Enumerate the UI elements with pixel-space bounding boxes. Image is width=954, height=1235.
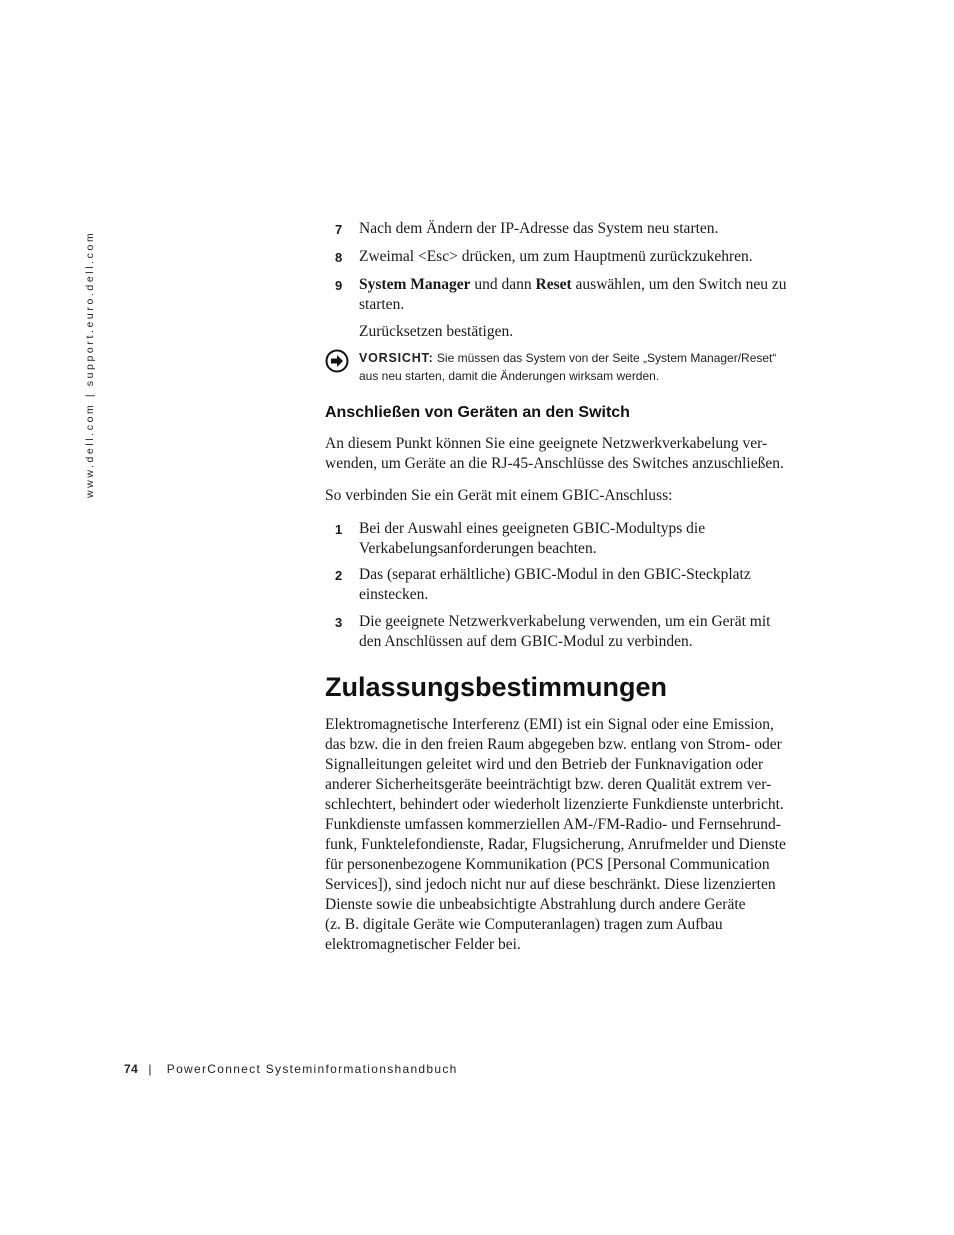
paragraph-line: schlechtert, behindert oder wiederholt lizenzierte Funkdienste unterbricht.: [325, 796, 784, 813]
step-text: [359, 275, 805, 315]
step-number: 9: [335, 278, 343, 293]
step-text: [359, 565, 805, 605]
sidebar-url: www.dell.com | support.euro.dell.com: [84, 230, 96, 498]
paragraph-line: für personenbezogene Kommunikation (PCS [Personal Communication: [325, 856, 770, 873]
step-text: Nach dem Ändern der IP-Adresse das System neu starten.: [359, 220, 719, 237]
step-text: [359, 519, 805, 559]
paragraph-line: Services]), sind jedoch nicht nur auf diese beschränkt. Diese lizenzierten: [325, 876, 776, 893]
paragraph-line: Funkdienste umfassen kommerziellen AM-/FM-Radio- und Fernsehrund-: [325, 816, 781, 833]
caution-label: VORSICHT:: [359, 351, 434, 365]
step-7: [335, 219, 805, 239]
step-line: Die geeignete Netzwerkverkabelung verwenden, um ein Gerät mit: [359, 613, 771, 630]
paragraph-line: wenden, um Geräte an die RJ-45-Anschlüsse des Switches anzuschließen.: [325, 455, 784, 472]
document-title: PowerConnect Systeminformationshandbuch: [166, 1062, 458, 1076]
step-8: [335, 247, 805, 267]
section-intro: So verbinden Sie ein Gerät mit einem GBIC-Anschluss:: [325, 487, 673, 504]
menu-name-reset: Reset: [535, 276, 572, 293]
chapter-heading: Zulassungsbestimmungen: [325, 672, 668, 702]
step-line: Das (separat erhältliche) GBIC-Modul in den GBIC-Steckplatz: [359, 566, 751, 583]
step-number: 1: [335, 522, 343, 537]
chapter-paragraph: [325, 715, 815, 955]
paragraph-line: funk, Funktelefondienste, Radar, Flugsicherung, Anrufmelder und Dienste: [325, 836, 786, 853]
confirm-text: Zurücksetzen bestätigen.: [359, 323, 514, 340]
paragraph-line: elektromagnetischer Felder bei.: [325, 936, 521, 953]
paragraph-line: Dienste sowie die unbeabsichtigte Abstrahlung durch andere Geräte: [325, 896, 746, 913]
page-footer: [124, 1062, 458, 1076]
menu-name-system-manager: System Manager: [359, 276, 471, 293]
footer-separator: |: [148, 1062, 153, 1076]
paragraph-line: Signalleitungen geleitet wird und den Betrieb der Funknavigation oder: [325, 756, 764, 773]
step-text-part: und dann: [470, 276, 536, 293]
step-text-part: starten.: [359, 296, 405, 313]
step-9: [335, 275, 805, 315]
caution-line1: Sie müssen das System von der Seite „System Manager/Reset“: [433, 351, 777, 365]
paragraph-line: anderer Sicherheitsgeräte beeinträchtigt bzw. deren Qualität extrem ver-: [325, 776, 772, 793]
section-heading: Anschließen von Geräten an den Switch: [325, 404, 630, 421]
step-number: 7: [335, 222, 343, 237]
step-number: 2: [335, 568, 343, 583]
step-line: Verkabelungsanforderungen beachten.: [359, 540, 597, 557]
section-paragraph: [325, 434, 815, 474]
step-line: Bei der Auswahl eines geeigneten GBIC-Modultyps die: [359, 520, 706, 537]
step-text: Zweimal <Esc> drücken, um zum Hauptmenü zurückzukehren.: [359, 248, 753, 265]
gbic-step-3: [335, 612, 805, 652]
arrow-circle-icon: [325, 349, 349, 373]
confirm-note: [335, 322, 805, 342]
step-number: 3: [335, 615, 343, 630]
step-text-part: auswählen, um den Switch neu zu: [571, 276, 787, 293]
step-line: den Anschlüssen auf dem GBIC-Modul zu verbinden.: [359, 633, 693, 650]
caution-line2: aus neu starten, damit die Änderungen wirksam werden.: [359, 369, 660, 383]
step-text: [359, 612, 805, 652]
step-number: 8: [335, 250, 343, 265]
paragraph-line: (z. B. digitale Geräte wie Computeranlagen) tragen zum Aufbau: [325, 916, 723, 933]
gbic-step-2: [335, 565, 805, 605]
caution-notice: [325, 349, 815, 385]
paragraph-line: Elektromagnetische Interferenz (EMI) ist ein Signal oder eine Emission,: [325, 716, 774, 733]
paragraph-line: das bzw. die in den freien Raum abgegeben bzw. entlang von Strom- oder: [325, 736, 782, 753]
caution-text: [359, 349, 815, 385]
step-line: einstecken.: [359, 586, 429, 603]
gbic-step-1: [335, 519, 805, 559]
page-number: 74: [124, 1062, 139, 1076]
paragraph-line: An diesem Punkt können Sie eine geeignete Netzwerkverkabelung ver-: [325, 435, 768, 452]
